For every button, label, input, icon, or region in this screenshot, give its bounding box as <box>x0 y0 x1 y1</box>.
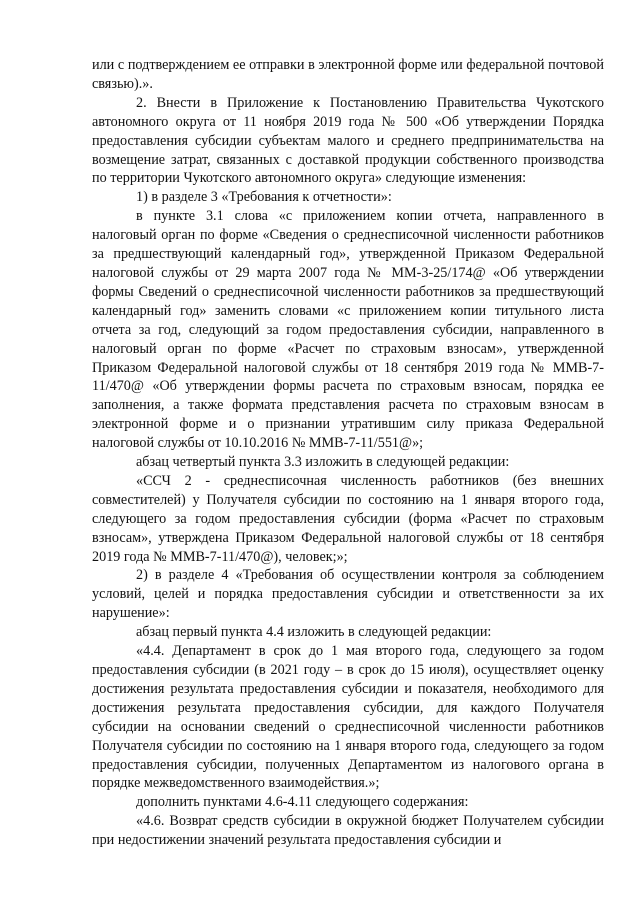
paragraph-point-4-4-intro: абзац первый пункта 4.4 изложить в следующей редакции: <box>136 624 492 641</box>
paragraph-continuation: или с подтверждением ее отправки в электронной форме или федеральной почтовой связью).». <box>92 57 604 92</box>
paragraph-point-3-1: в пункте 3.1 слова «с приложением копии отчета, направленного в налоговый орган по форме «Сведения о среднесписочной численности работников за предшествующий календарный год», утвержденной Приказом Федеральной налоговой службы от 29 марта 2007 года № ММ-3-25/174@ «Об утверждении формы Сведений о среднесписочной численности работников за предшествующий календарный год» заменить словами «с приложением копии титульного листа отчета за год, следующий за годом предоставления субсидии, направленного в налоговый орган по форме «Расчет по страховым взносам», утвержденной Приказом Федеральной налоговой службы от 18 сентября 2019 года № ММВ-7-11/470@ «Об утверждении формы расчета по страховым взносам, порядка ее заполнения, а также формата представления расчета по страховым взносам в электронной форме и о признании утратившим силу приказа Федеральной налоговой службы от 10.10.2016 № ММВ-7-11/551@»; <box>92 208 604 452</box>
paragraph-item-2: 2. Внести в Приложение к Постановлению Правительства Чукотского автономного округа от 11 ноября 2019 года № 500 «Об утверждении Порядка предоставления субсидии субъектам малого и среднего предпринимательства на возмещение затрат, связанных с доставкой продукции собственного производства по территории Чукотского автономного округа» следующие изменения: <box>92 94 604 187</box>
paragraph-point-4-4-text: «4.4. Департамент в срок до 1 мая второго года, следующего за годом предоставления субсидии (в 2021 году – в срок до 15 июля), осуществляет оценку достижения результата предоставления субсидии и показателя, необходимого для достижения результата предоставления субсидии, для каждого Получателя субсидии на основании сведений о среднесписочной численности работников Получателя субсидии по состоянию на 1 января второго года, следующего за годом предоставления субсидии, полученных Департаментом из налогового органа в порядке межведомственного взаимодействия.»; <box>92 643 604 792</box>
paragraph-point-3-3-text: «ССЧ 2 - среднесписочная численность работников (без внешних совместителей) у Получателя субсидии по состоянию на 1 января второго года, следующего за годом предоставления субсидии (форма «Расчет по страховым взносам», утверждена Приказом Федеральной налоговой службы от 18 сентября 2019 года № ММВ-7-11/470@), человек;»; <box>92 472 604 565</box>
paragraph-point-3-3-intro: абзац четвертый пункта 3.3 изложить в следующей редакции: <box>136 454 510 471</box>
paragraph-point-4-6: «4.6. Возврат средств субсидии в окружной бюджет Получателем субсидии при недостижении значений результата предоставления субсидии и <box>92 813 604 849</box>
paragraph-subitem-2: 2) в разделе 4 «Требования об осуществлении контроля за соблюдением условий, целей и порядка предоставления субсидии и ответственности за их нарушение»: <box>92 567 604 622</box>
paragraph-points-4-6-4-11-intro: дополнить пунктами 4.6-4.11 следующего содержания: <box>136 794 469 811</box>
document-page <box>92 56 604 850</box>
paragraph-subitem-1: 1) в разделе 3 «Требования к отчетности»: <box>136 189 392 206</box>
